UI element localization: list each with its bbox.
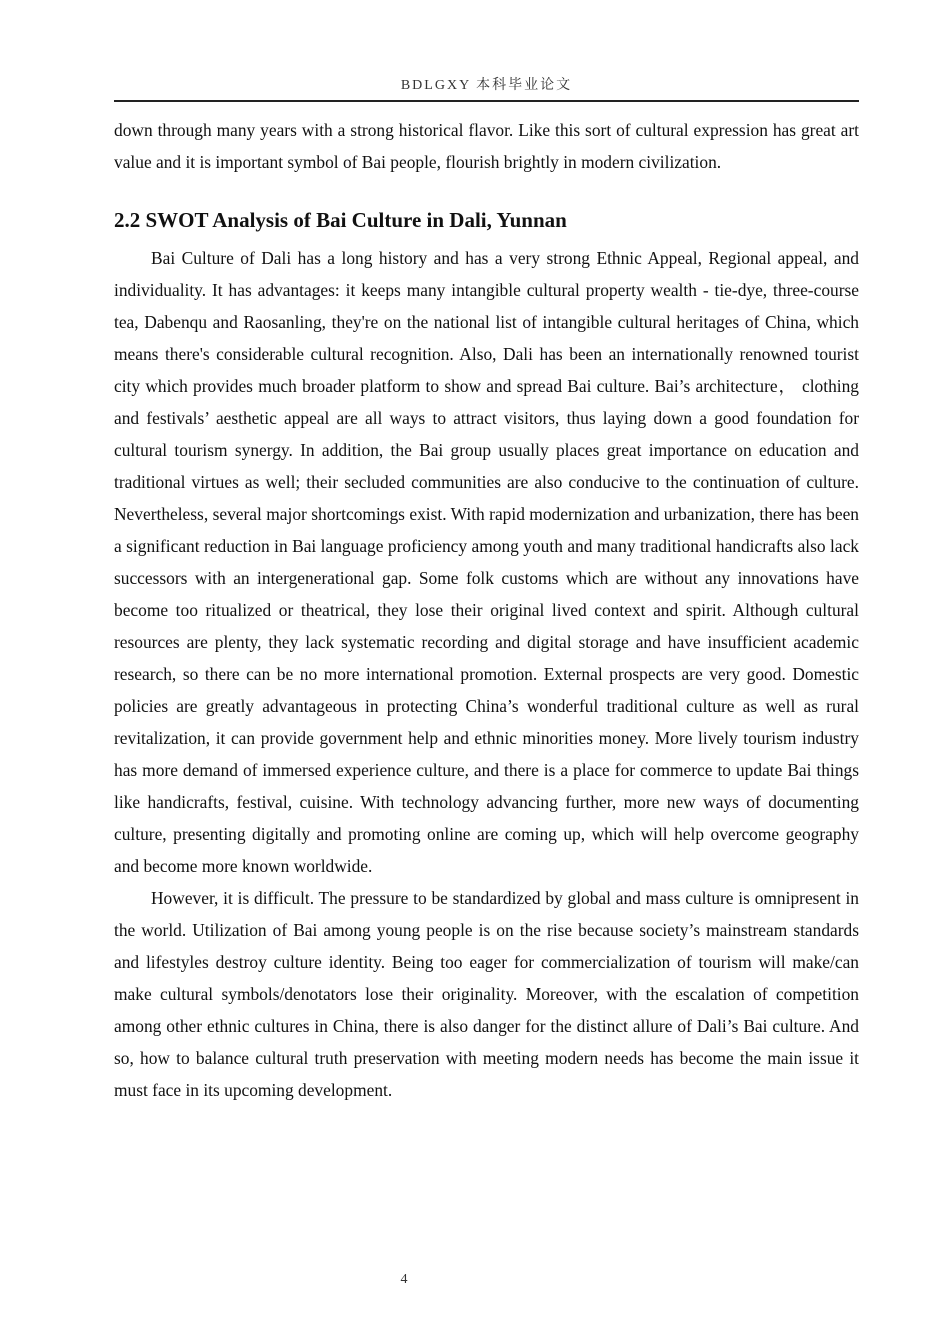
paragraph-continuation: down through many years with a strong historical flavor. Like this sort of cultural expression has great art value and it is important symbol of Bai people, flourish brightly in modern civilization. [114,120,859,172]
page-number: 4 [400,1272,408,1287]
section-heading: 2.2 SWOT Analysis of Bai Culture in Dali, Yunnan [114,208,567,232]
paragraph-threats: However, it is difficult. The pressure to be standardized by global and mass culture is omnipresent in the world. Utilization of Bai among young people is on the rise because society’s mainstream standards and lifestyles destroy culture identity. Being too eager for commercialization of tourism will make/can make cultural symbols/denotators lose their originality. Moreover, with the escalation of competition among other ethnic cultures in China, there is also danger for the distinct allure of Dali’s Bai culture. And so, how to balance cultural truth preservation with meeting modern needs has become the main issue it must face in its upcoming development. [114,888,859,1100]
paragraph-swot-analysis: Bai Culture of Dali has a long history and has a very strong Ethnic Appeal, Regional appeal, and individuality. It has advantages: it keeps many intangible cultural property wealth - tie-dye, three-course tea, Dabenqu and Raosanling, they're on the national list of intangible cultural heritages of China, which means there's considerable cultural recognition. Also, Dali has been an internationally renowned tourist city which provides much broader platform to show and spread Bai culture. Bai’s architecture， clothing and festivals’ aesthetic appeal are all ways to attract visitors, thus laying down a good foundation for cultural tourism synergy. In addition, the Bai group usually places great importance on education and traditional virtues as well; their secluded communities are also conducive to the continuation of culture. Nevertheless, several major shortcomings exist. With rapid modernization and urbanization, there has been a significant reduction in Bai language proficiency among youth and many traditional handicrafts also lack successors with an intergenerational gap. Some folk customs which are without any innovations have become too ritualized or theatrical, they lose their original lived context and spirit. Although cultural resources are plenty, they lack systematic recording and digital storage and have insufficient academic research, so there can be no more international promotion. External prospects are very good. Domestic policies are greatly advantageous in protecting China’s wonderful traditional culture as well as rural revitalization, it can provide government help and ethnic minorities money. More lively tourism industry has more demand of immersed experience culture, and there is a place for commerce to update Bai things like handicrafts, festival, cuisine. With technology advancing further, more new ways of documenting culture, presenting digitally and promoting online are coming up, which will help overcome geography and become more known worldwide. [114,248,859,876]
page-body [114,114,859,1106]
page-header: BDLGXY 本科毕业论文 [114,76,859,102]
